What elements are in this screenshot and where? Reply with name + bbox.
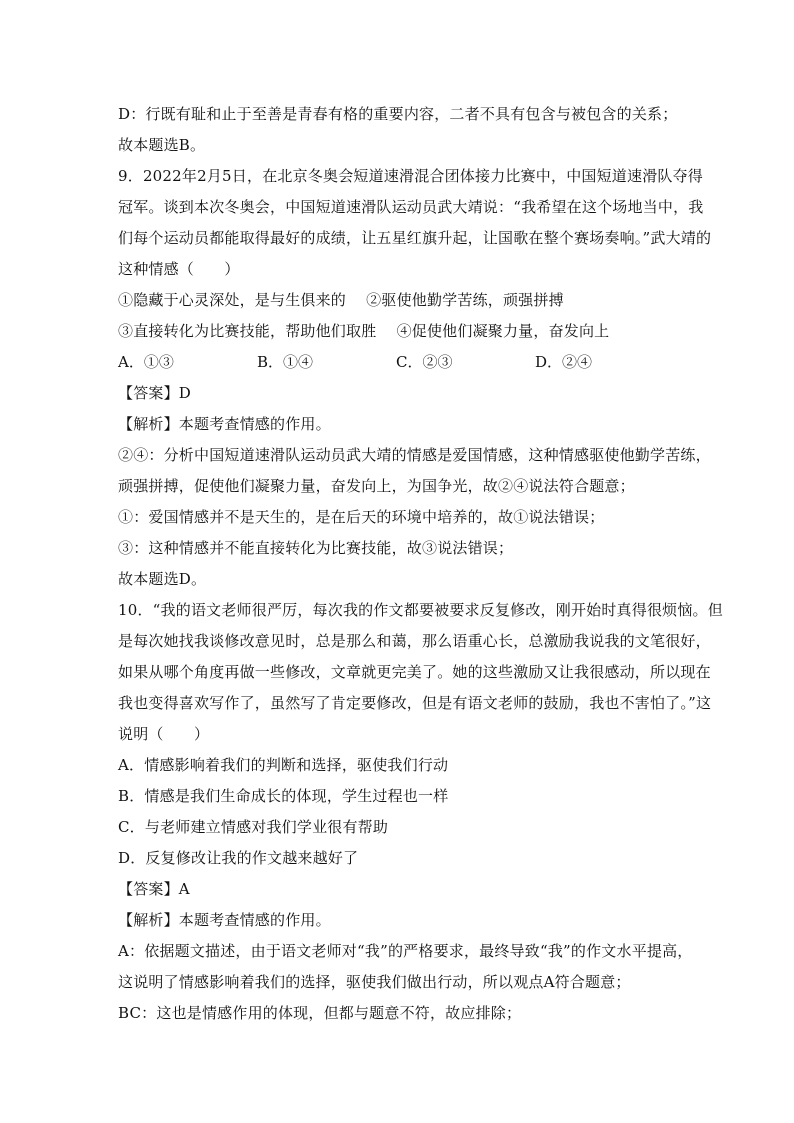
q10-stem-line: 说明（ ） <box>118 725 210 743</box>
q8-conclusion: 故本题选B。 <box>118 136 206 154</box>
q10-analysis-line: 这说明了情感影响着我们的选择，驱使我们做出行动，所以观点A符合题意； <box>118 973 631 991</box>
q9-option-b: B．①④ <box>257 353 314 371</box>
q9-analysis-line: ①：爱国情感并不是天生的，是在后天的环境中培养的，故①说法错误； <box>118 508 605 526</box>
q10-stem-line: 如果从哪个角度再做一些修改，文章就更完美了。她的这些激励又让我很感动，所以现在 <box>118 663 711 681</box>
q10-analysis-line: A：依据题文描述，由于语文老师对“我”的严格要求，最终导致“我”的作文水平提高， <box>118 942 693 960</box>
q10-stem-line: 我也变得喜欢写作了，虽然写了肯定要修改，但是有语文老师的鼓励，我也不害怕了。”这 <box>118 694 712 712</box>
q9-answer: 【答案】D <box>118 384 192 402</box>
q9-analysis-line: 【解析】本题考查情感的作用。 <box>118 415 331 433</box>
q10-option-a: A．情感影响着我们的判断和选择，驱使我们行动 <box>118 756 449 774</box>
q9-conclusion: 故本题选D。 <box>118 570 207 588</box>
q9-stem-line: 冠军。谈到本次冬奥会，中国短道速滑队运动员武大靖说：“我希望在这个场地当中，我 <box>118 198 704 216</box>
q10-option-b: B．情感是我们生命成长的体现，学生过程也一样 <box>118 787 449 805</box>
q10-stem-line: 是每次她找我谈修改意见时，总是那么和蔼，那么语重心长，总激励我说我的文笔很好， <box>118 632 711 650</box>
q10-answer: 【答案】A <box>118 880 190 898</box>
q8-option-d-analysis: D：行既有耻和止于至善是青春有格的重要内容，二者不具有包含与被包含的关系； <box>118 105 678 123</box>
q10-analysis-line: BC：这也是情感作用的体现，但都与题意不符，故应排除； <box>118 1004 522 1022</box>
q9-analysis-line: ②④：分析中国短道速滑队运动员武大靖的情感是爱国情感，这种情感驱使他勤学苦练， <box>118 446 711 464</box>
q10-stem-line: 10．“我的语文老师很严厉，每次我的作文都要被要求反复修改，刚开始时真得很烦恼。但 <box>118 601 723 619</box>
q10-analysis-line: 【解析】本题考查情感的作用。 <box>118 911 331 929</box>
q9-statement-line: ③直接转化为比赛技能，帮助他们取胜 ④促使他们凝聚力量，奋发向上 <box>118 322 610 340</box>
q10-option-d: D．反复修改让我的作文越来越好了 <box>118 849 359 867</box>
q9-option-c: C．②③ <box>396 353 453 371</box>
q9-stem-line: 们每个运动员都能取得最好的成绩，让五星红旗升起，让国歌在整个赛场奏响。”武大靖的 <box>118 229 712 247</box>
q9-stem-line: 9．2022年2月5日，在北京冬奥会短道速滑混合团体接力比赛中，中国短道速滑队夺得 <box>118 167 704 185</box>
q9-analysis-line: ③：这种情感并不能直接转化为比赛技能，故③说法错误； <box>118 539 514 557</box>
q9-analysis-line: 顽强拼搏，促使他们凝聚力量，奋发向上，为国争光，故②④说法符合题意； <box>118 477 635 495</box>
q10-option-c: C．与老师建立情感对我们学业很有帮助 <box>118 818 389 836</box>
q9-stem-line: 这种情感（ ） <box>118 260 240 278</box>
q9-option-a: A．①③ <box>118 353 174 371</box>
q9-option-d: D．②④ <box>535 353 593 371</box>
q9-statement-line: ①隐藏于心灵深处，是与生俱来的 ②驱使他勤学苦练，顽强拼搏 <box>118 291 564 309</box>
